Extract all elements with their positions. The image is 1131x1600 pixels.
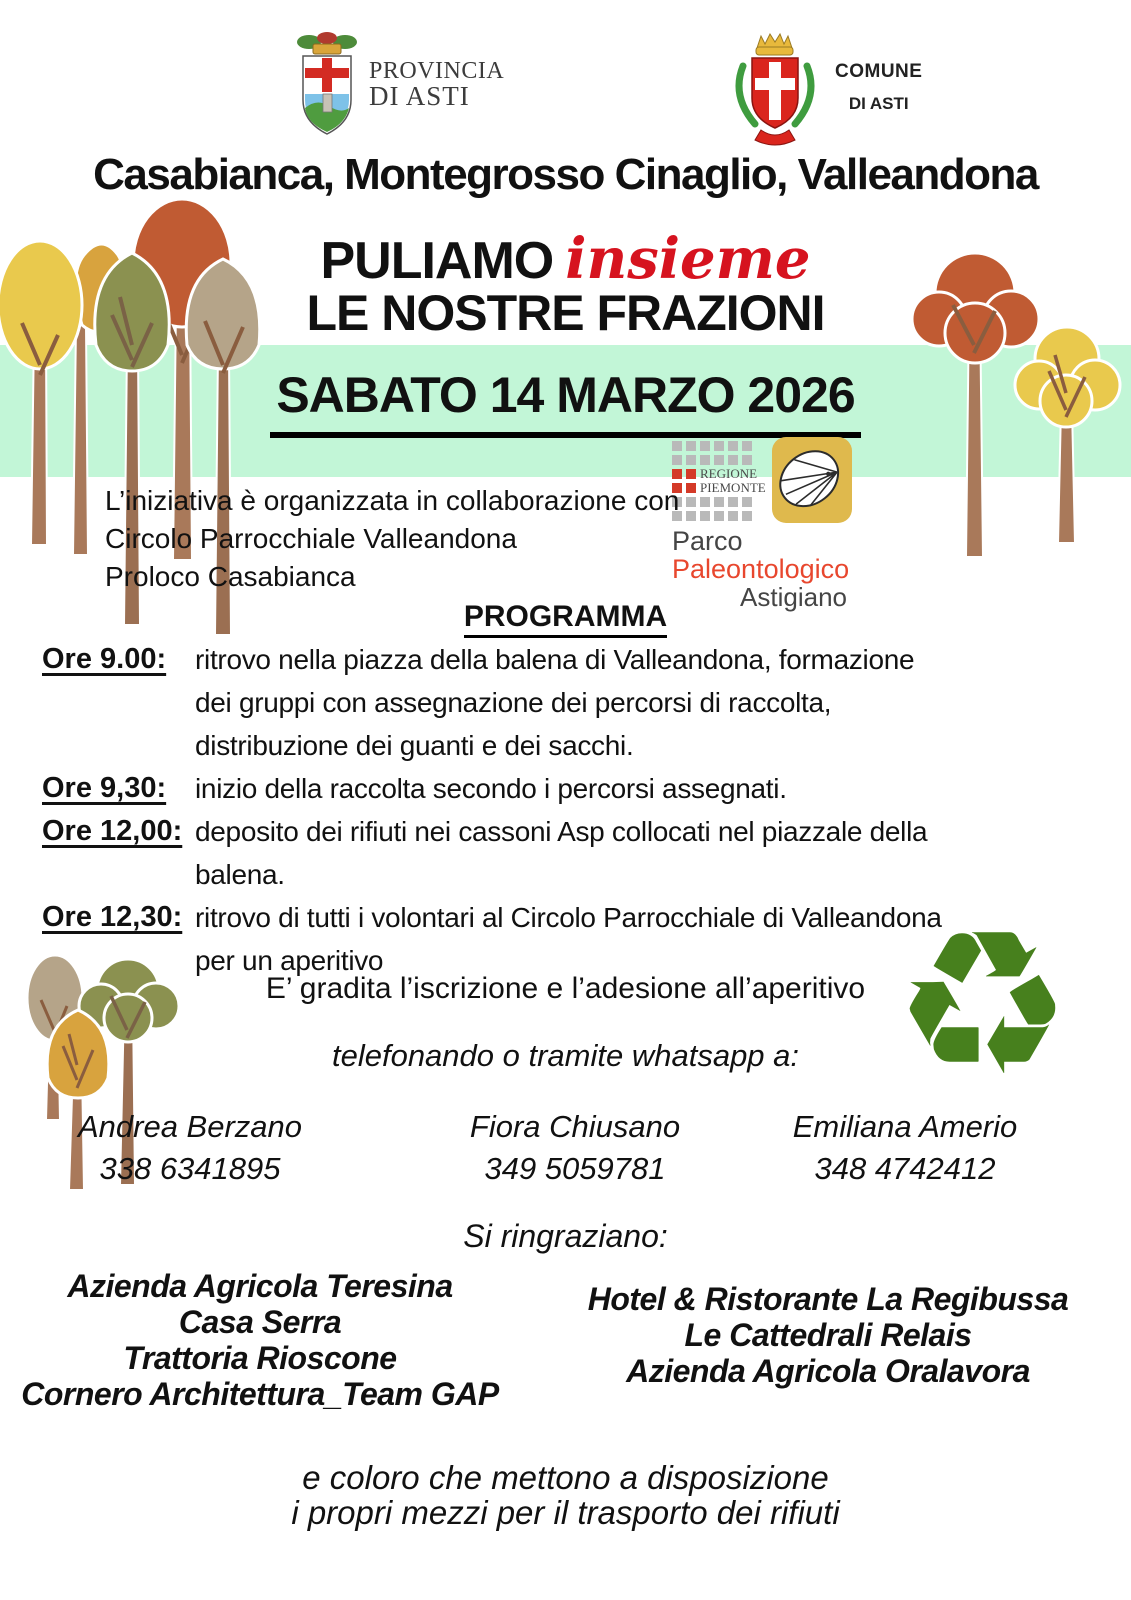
sponsor-item: Azienda Agricola Oralavora (626, 1353, 1030, 1389)
sponsor-list-right (568, 1281, 1088, 1389)
regione-piemonte-mark (672, 437, 766, 521)
parco-label: Parco (672, 526, 743, 556)
whatsapp-line: telefonando o tramite whatsapp a: (331, 1038, 800, 1073)
program-description: deposito dei rifiuti nei cassoni Asp collocati nel piazzale della balena. (195, 816, 928, 890)
program-description: inizio della raccolta secondo i percorsi assegnati. (195, 773, 787, 804)
fossil-shell-tile (772, 437, 852, 523)
event-date: SABATO 14 MARZO 2026 (270, 366, 860, 438)
program-time: Ore 9.00: (42, 643, 167, 675)
paleontologico-label: Paleontologico (672, 554, 850, 584)
program-time: Ore 9,30: (42, 772, 167, 804)
comune-line2: DI ASTI (848, 94, 909, 113)
intro-line1: L’iniziativa è organizzata in collaborazione con (105, 485, 680, 516)
contact-phone: 348 4742412 (814, 1151, 996, 1186)
program-row (42, 638, 942, 767)
contact-name: Emiliana Amerio (792, 1109, 1018, 1144)
contact-phone: 349 5059781 (484, 1151, 666, 1186)
footer-note (0, 1460, 1131, 1530)
program-row (42, 767, 942, 810)
sponsor-item: Casa Serra (178, 1304, 342, 1340)
intro-line3: Proloco Casabianca (105, 561, 356, 592)
contact-card (435, 1106, 715, 1190)
comune-crest-text (835, 62, 922, 112)
program-heading: PROGRAMMA (464, 600, 667, 638)
comune-line1: COMUNE (835, 61, 923, 82)
invite-line: E’ gradita l’iscrizione e l’adesione all’aperitivo (265, 972, 866, 1005)
sponsor-item: Hotel & Ristorante La Regibussa (587, 1281, 1069, 1317)
recycle-icon: ♻ (892, 888, 1073, 1121)
date-banner (0, 366, 1131, 438)
program-row (42, 810, 942, 896)
footer-line2: i propri mezzi per il trasporto dei rifiuti (291, 1494, 840, 1531)
contact-name: Fiora Chiusano (469, 1109, 681, 1144)
provincia-line1: PROVINCIA (369, 57, 505, 84)
intro-text (105, 482, 679, 596)
contact-phone: 338 6341895 (99, 1151, 281, 1186)
provincia-crest-text (369, 59, 504, 110)
sponsor-list-left (10, 1268, 510, 1412)
sponsor-item: Le Cattedrali Relais (684, 1317, 972, 1353)
locations-title: Casabianca, Montegrosso Cinaglio, Valleandona (93, 150, 1038, 199)
provincia-crest-icon (295, 30, 359, 138)
sponsor-item: Cornero Architettura_Team GAP (21, 1376, 499, 1412)
regione-label: REGIONE (700, 466, 758, 481)
astigiano-label: Astigiano (740, 582, 847, 612)
sponsor-item: Trattoria Rioscone (123, 1340, 397, 1376)
contact-card (50, 1106, 330, 1190)
program-description: ritrovo nella piazza della balena di Valleandona, formazione dei gruppi con assegnazione dei percorsi di raccolta, distribuzione dei guanti e dei sacchi. (195, 644, 915, 761)
main-title-line2: LE NOSTRE FRAZIONI (306, 285, 825, 341)
title-puliamo: PULIAMO (320, 232, 554, 290)
intro-line2: Circolo Parrocchiale Valleandona (105, 523, 517, 554)
program-time: Ore 12,30: (42, 901, 183, 933)
contact-name: Andrea Berzano (77, 1109, 303, 1144)
program-description: ritrovo di tutti i volontari al Circolo Parrocchiale di Valleandona per un aperitivo (195, 902, 942, 976)
comune-asti-crest (725, 26, 922, 148)
contact-card (755, 1106, 1055, 1190)
thanks-heading: Si ringraziano: (463, 1218, 668, 1254)
footer-line1: e coloro che mettono a disposizione (302, 1459, 829, 1496)
comune-crest-icon (725, 26, 825, 148)
title-insieme: insieme (565, 226, 811, 292)
provincia-asti-crest (295, 30, 504, 138)
sponsor-item: Azienda Agricola Teresina (67, 1268, 453, 1304)
shell-icon (772, 437, 852, 523)
piemonte-label: PIEMONTE (700, 480, 766, 495)
provincia-line2: DI ASTI (369, 80, 470, 111)
program-schedule (42, 638, 942, 982)
program-time: Ore 12,00: (42, 815, 183, 847)
parco-paleontologico-logo (672, 437, 867, 611)
